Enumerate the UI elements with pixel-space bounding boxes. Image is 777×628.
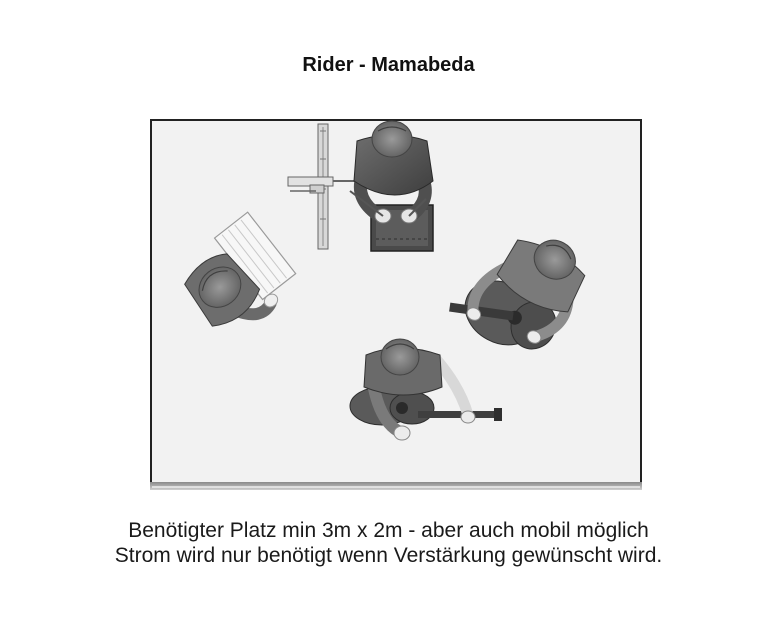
stage-plan-drawing	[150, 119, 642, 491]
space-requirement-text: Benötigter Platz min 3m x 2m - aber auch mobil möglich	[128, 519, 649, 542]
stage-plan	[150, 119, 642, 491]
stage-requirements	[0, 518, 777, 568]
page-title: Rider - Mamabeda	[302, 54, 475, 76]
power-requirement-text: Strom wird nur benötigt wenn Verstärkung gewünscht wird.	[114, 544, 663, 567]
stage-edge	[150, 482, 642, 490]
